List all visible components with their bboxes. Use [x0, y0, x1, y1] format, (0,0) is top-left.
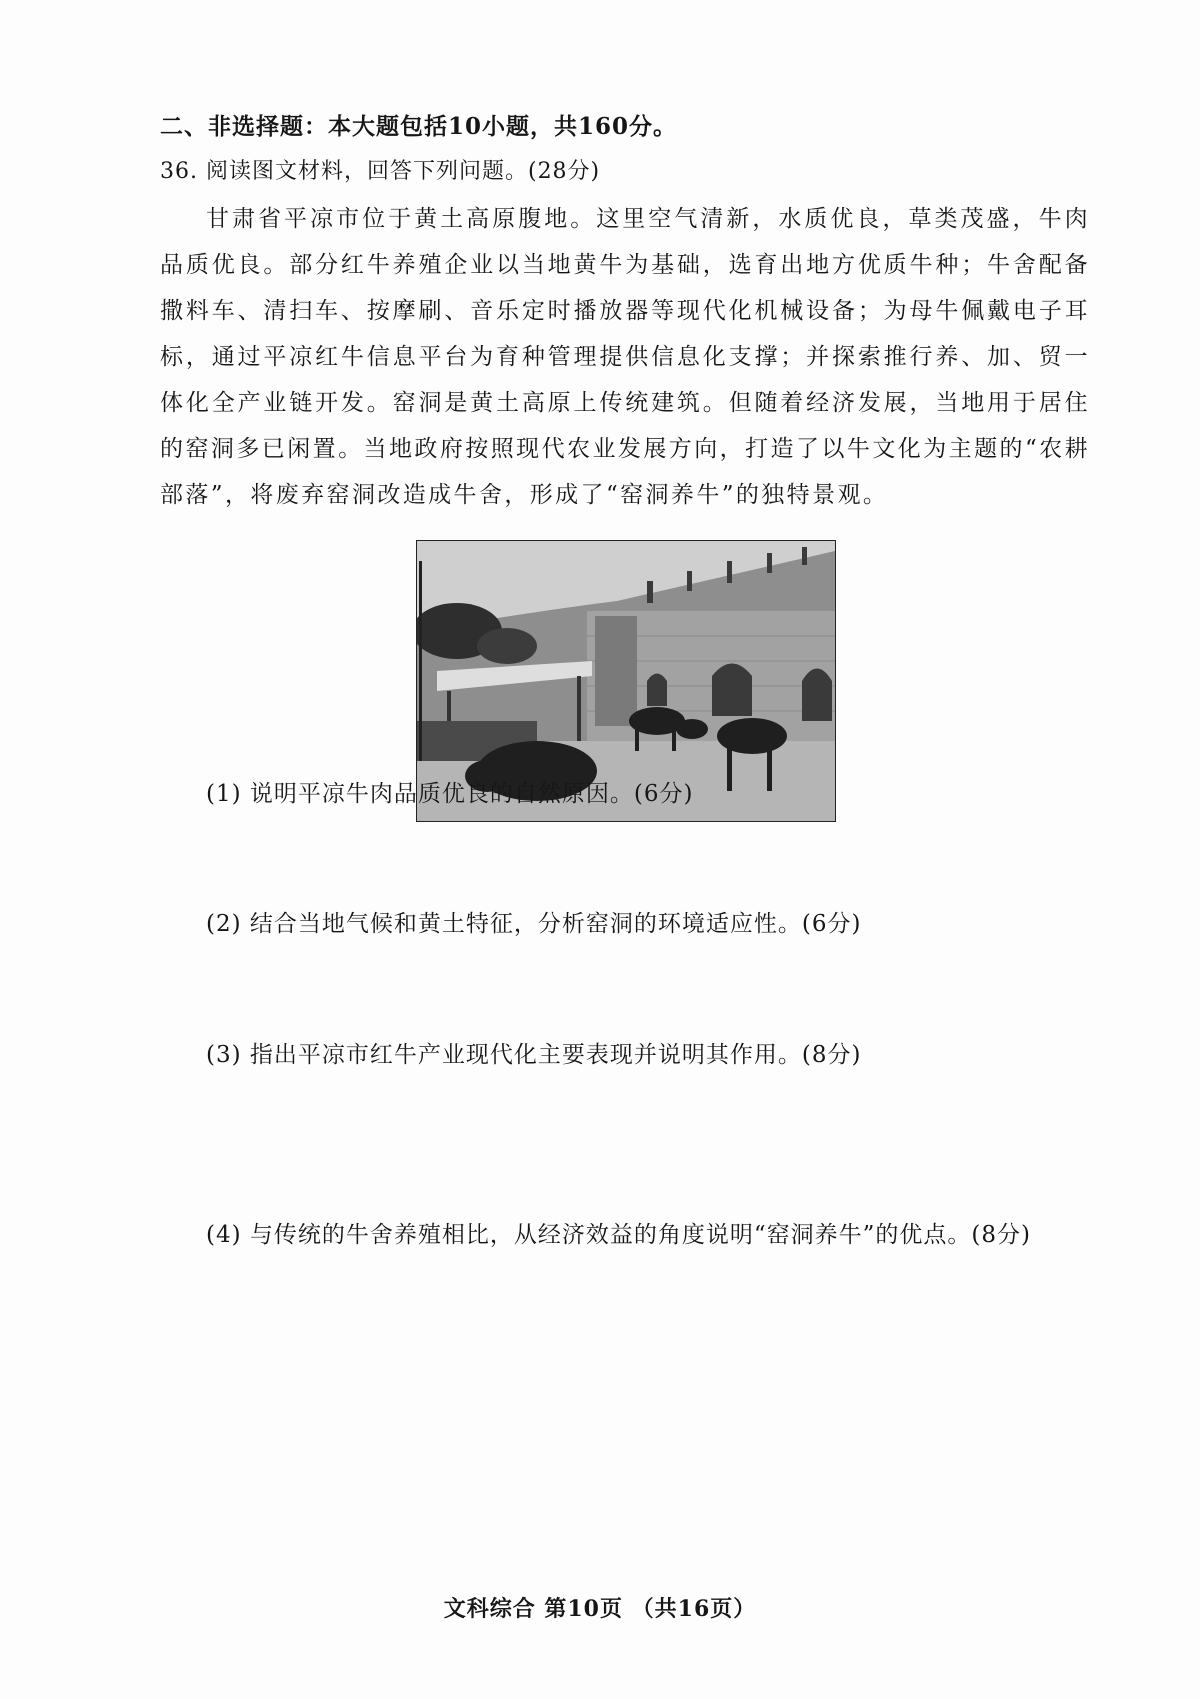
sub-question-3: (3) 指出平凉市红牛产业现代化主要表现并说明其作用。(8分) [206, 1042, 862, 1068]
question-passage: 甘肃省平凉市位于黄土高原腹地。这里空气清新，水质优良，草类茂盛，牛肉品质优良。部分红牛养殖企业以当地黄牛为基础，选育出地方优质牛种；牛舍配备撒料车、清扫车、按摩刷、音乐定时播放器等现代化机械设备；为母牛佩戴电子耳标，通过平凉红牛信息平台为育种管理提供信息化支撑；并探索推行养、加、贸一体化全产业链开发。窑洞是黄土高原上传统建筑。但随着经济发展，当地用于居住的窑洞多已闲置。当地政府按照现代农业发展方向，打造了以牛文化为主题的“农耕部落”，将废弃窑洞改造成牛舍，形成了“窑洞养牛”的独特景观。 [160, 206, 1090, 508]
section-title: 二、非选择题：本大题包括10小题，共160分。 [160, 113, 678, 140]
page-footer: 文科综合 第10页 （共16页） [443, 1596, 757, 1622]
question-header: 36. 阅读图文材料，回答下列问题。(28分) [160, 159, 601, 184]
sub-question-2: (2) 结合当地气候和黄土特征，分析窑洞的环境适应性。(6分) [206, 911, 862, 937]
sub-question-1: (1) 说明平凉牛肉品质优良的自然原因。(6分) [206, 781, 694, 807]
sub-question-4: (4) 与传统的牛舍养殖相比，从经济效益的角度说明“窑洞养牛”的优点。(8分) [206, 1222, 1031, 1248]
